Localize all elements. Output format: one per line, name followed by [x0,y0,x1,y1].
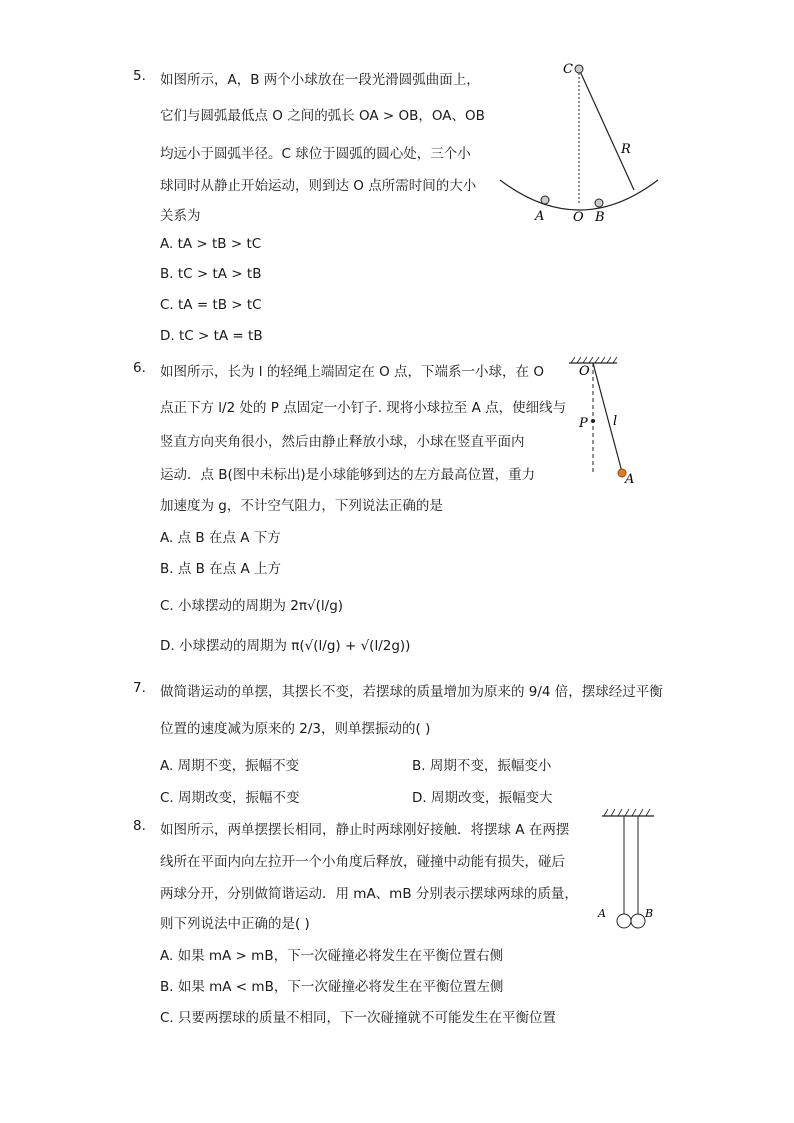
q6-option-a[interactable]: A. 点 B 在点 A 下方 [160,530,281,546]
q6-label-o: O [579,364,590,379]
q6-label-p: P [579,416,588,431]
q5-line5: 关系为 [160,208,201,224]
q6-option-c[interactable]: C. 小球摆动的周期为 2π√(l/g) [160,598,344,614]
q7-line2: 位置的速度减为原来的 2/3，则单摆振动的( ) [160,721,431,737]
q5-option-a[interactable]: A. tA > tB > tC [160,236,262,252]
q6-number: 6. [133,360,146,376]
q5-line2: 它们与圆弧最低点 O 之间的弧长 OA > OB，OA、OB [160,108,485,124]
q8-line3: 两球分开，分别做简谐运动．用 mA、mB 分别表示摆球两球的质量， [160,886,578,902]
q5-line3: 均远小于圆弧半径。C 球位于圆弧的圆心处，三个小 [160,146,471,162]
q5-label-a: A [535,209,545,224]
q8-option-c[interactable]: C. 只要两摆球的质量不相同，下一次碰撞就不可能发生在平衡位置 [160,1010,557,1026]
q7-option-b[interactable]: B. 周期不变，振幅变小 [412,758,552,774]
q5-option-b[interactable]: B. tC > tA > tB [160,266,262,282]
q6-label-a: A [625,472,635,485]
q5-line1: 如图所示，A，B 两个小球放在一段光滑圆弧曲面上， [160,72,480,88]
q5-number: 5. [133,68,146,84]
q8-option-a[interactable]: A. 如果 mA > mB，下一次碰撞必将发生在平衡位置右侧 [160,948,504,964]
q5-label-r: R [621,142,631,157]
q5-figure-arc-pendulum [495,55,665,230]
q8-figure-double-pendulum [592,806,662,936]
q8-line1: 如图所示，两单摆摆长相同，静止时两球刚好接触．将摆球 A 在两摆 [160,822,570,838]
q5-option-c[interactable]: C. tA = tB > tC [160,297,262,313]
q6-label-l: l [613,414,618,429]
q6-option-b[interactable]: B. 点 B 在点 A 上方 [160,561,282,577]
q8-option-b[interactable]: B. 如果 mA < mB，下一次碰撞必将发生在平衡位置左侧 [160,979,504,995]
q8-label-a: A [598,907,606,920]
q6-line1: 如图所示，长为 l 的轻绳上端固定在 O 点，下端系一小球，在 O [160,364,544,380]
q5-label-c: C [563,62,573,77]
q6-line3: 竖直方向夹角很小，然后由静止释放小球，小球在竖直平面内 [160,434,525,450]
q6-option-d[interactable]: D. 小球摆动的周期为 π(√(l/g) + √(l/2g)) [160,638,411,654]
q8-label-b: B [645,907,654,920]
q5-line4: 球同时从静止开始运动，则到达 O 点所需时间的大小 [160,178,477,194]
q8-line2: 线所在平面内向左拉开一个小角度后释放，碰撞中动能有损失，碰后 [160,854,565,870]
q7-line1: 做简谐运动的单摆，其摆长不变，若摆球的质量增加为原来的 9/4 倍，摆球经过平衡 [160,684,663,700]
q6-line2: 点正下方 l/2 处的 P 点固定一小钉子. 现将小球拉至 A 点，使细线与 [160,400,567,416]
q7-option-d[interactable]: D. 周期改变，振幅变大 [412,790,553,806]
q5-option-d[interactable]: D. tC > tA = tB [160,328,263,344]
q5-label-o: O [573,210,584,225]
q5-label-b: B [595,210,605,225]
q6-figure-pendulum-nail [565,355,655,485]
q8-line4: 则下列说法中正确的是( ) [160,916,310,932]
q7-option-c[interactable]: C. 周期改变，振幅不变 [160,790,300,806]
q6-line4: 运动．点 B(图中未标出)是小球能够到达的左方最高位置，重力 [160,467,536,483]
q8-number: 8. [133,818,146,834]
q6-line5: 加速度为 g，不计空气阻力，下列说法正确的是 [160,498,443,514]
q7-number: 7. [133,680,146,696]
q7-option-a[interactable]: A. 周期不变，振幅不变 [160,758,300,774]
